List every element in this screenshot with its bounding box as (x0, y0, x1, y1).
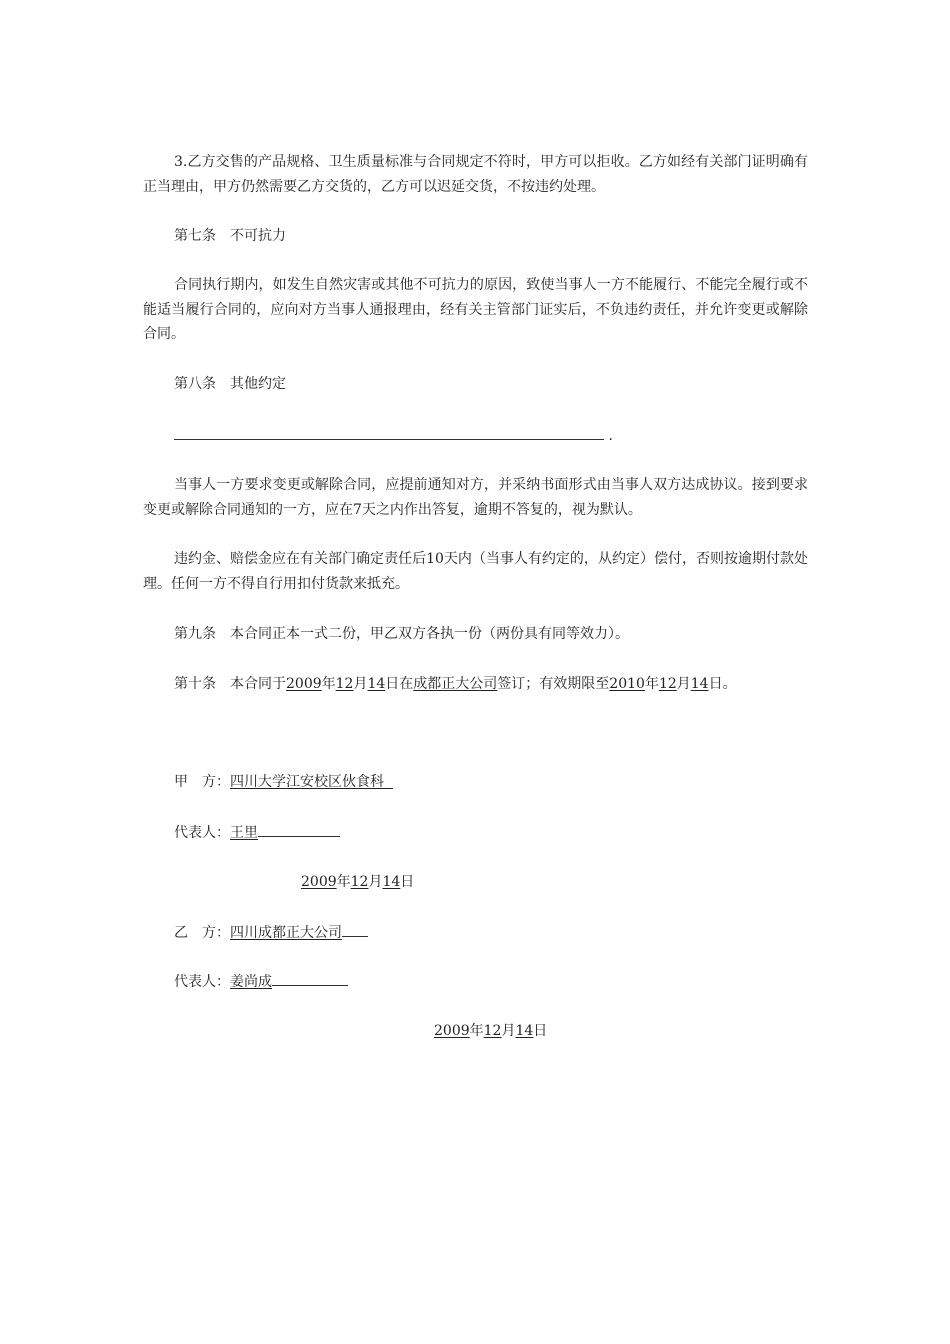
article-8-heading (143, 372, 808, 397)
rep-b-blank (272, 969, 348, 986)
rep-a-label: 代表人： (174, 825, 230, 841)
date-b-month-char: 月 (501, 1023, 516, 1039)
date-a-day-char: 日 (400, 874, 415, 890)
date-b-year: 2009 (434, 1023, 470, 1039)
change-paragraph: 当事人一方要求变更或解除合同，应提前通知对方，并采纳书面形式由当事人双方达成协议。接到要求变更或解除合同通知的一方，应在7天之内作出答复，逾期不答复的，视为默认。 (143, 477, 808, 518)
article-9-label: 第九条 (174, 626, 216, 642)
rep-b-name: 姜尚成 (230, 974, 272, 990)
penalty-paragraph: 违约金、赔偿金应在有关部门确定责任后10天内（当事人有约定的，从约定）偿付，否则按逾期付款处理。任何一方不得自行用扣付货款来抵充。 (143, 551, 808, 592)
other-terms-blank (174, 423, 604, 440)
article-10-text-2: 签订；有效期限至 (497, 676, 610, 692)
date-a (301, 870, 501, 895)
party-b-line (143, 920, 808, 946)
article-10-label: 第十条 (174, 676, 216, 692)
article-7-label: 第七条 (174, 228, 216, 244)
article-10-text-1: 本合同于 (230, 676, 286, 692)
clause-3: 3.乙方交售的产品规格、卫生质量标准与合同规定不符时，甲方可以拒收。乙方如经有关部门证明确有正当理由，甲方仍然需要乙方交货的，乙方可以迟延交货，不按违约处理。 (143, 154, 808, 195)
article-9 (143, 622, 808, 647)
date-a-year: 2009 (301, 874, 337, 890)
date-b-day-char: 日 (533, 1023, 548, 1039)
day-at-text: 日在 (385, 676, 414, 692)
rep-a-line (143, 820, 808, 846)
rep-a-blank (258, 820, 340, 837)
article-9-text: 本合同正本一式二份，甲乙双方各执一份（两份具有同等效力）。 (230, 626, 629, 642)
date-a-month: 12 (350, 874, 369, 890)
party-b-blank (342, 920, 368, 937)
party-a-name: 四川大学江安校区伙食科 (230, 774, 384, 790)
article-7-title: 不可抗力 (230, 228, 286, 244)
article-8-title: 其他约定 (230, 376, 286, 392)
end-year-char: 年 (644, 676, 659, 692)
rep-b-label: 代表人： (174, 974, 230, 990)
party-b-name: 四川成都正大公司 (230, 925, 342, 941)
end-month: 12 (658, 676, 677, 692)
party-b-label: 乙 方： (174, 925, 230, 941)
article-8-label: 第八条 (174, 376, 216, 392)
article-10 (143, 672, 808, 697)
party-a-label: 甲 方： (174, 774, 230, 790)
date-b (434, 1019, 634, 1044)
date-a-year-char: 年 (336, 874, 351, 890)
blank-line-period: . (608, 428, 613, 444)
sign-place: 成都正大公司 (413, 676, 498, 692)
sign-month: 12 (335, 676, 354, 692)
end-month-char: 月 (676, 676, 691, 692)
date-a-month-char: 月 (368, 874, 383, 890)
end-year: 2010 (609, 676, 645, 692)
date-b-month: 12 (483, 1023, 502, 1039)
sign-year: 2009 (286, 676, 322, 692)
article-7-body: 合同执行期内，如发生自然灾害或其他不可抗力的原因，致使当事人一方不能履行、不能完全履行或不能适当履行合同的，应向对方当事人通报理由，经有关主管部门证实后，不负违约责任，并允许变更或解除合同。 (143, 277, 808, 342)
date-b-day: 14 (515, 1023, 534, 1039)
rep-a-name: 王里 (230, 825, 258, 841)
article-8-blank-line (143, 423, 808, 449)
end-day: 14 (690, 676, 709, 692)
date-b-year-char: 年 (469, 1023, 484, 1039)
rep-b-line (143, 969, 808, 995)
year-char: 年 (321, 676, 336, 692)
end-day-char: 日。 (708, 676, 737, 692)
article-7-heading (143, 224, 808, 249)
party-a-line (143, 770, 808, 795)
sign-day: 14 (367, 676, 386, 692)
date-a-day: 14 (382, 874, 401, 890)
month-char: 月 (353, 676, 368, 692)
